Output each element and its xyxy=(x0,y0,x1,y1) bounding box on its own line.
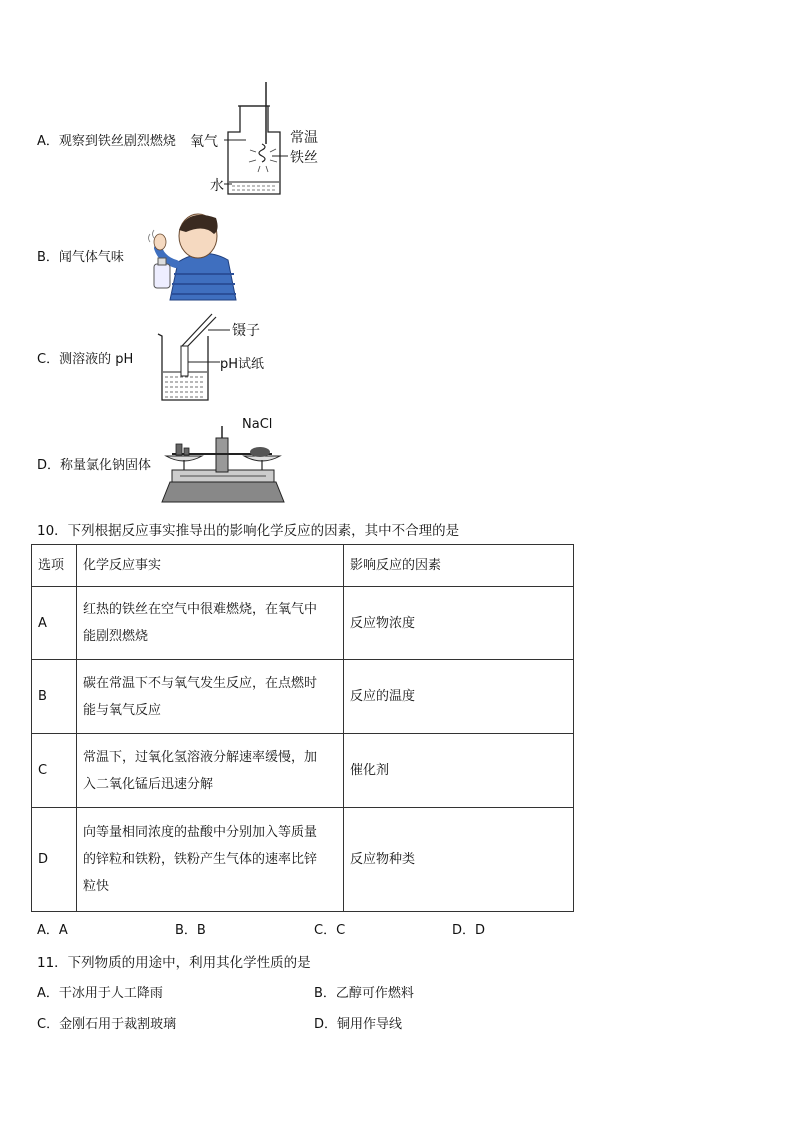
table-row xyxy=(32,808,574,912)
smelling-gas-figure xyxy=(146,204,238,302)
table-header: 化学反应事实 xyxy=(77,545,344,587)
table-row xyxy=(32,660,574,734)
row-fact: 常温下，过氧化氢溶液分解速率缓慢，加 入二氧化锰后迅速分解 xyxy=(77,734,344,808)
option-a-label: A．观察到铁丝剧烈燃烧 xyxy=(37,134,176,149)
q11-title: 11．下列物质的用途中，利用其化学性质的是 xyxy=(37,955,311,971)
q11-option-d: D．铜用作导线 xyxy=(314,1017,403,1032)
q10-answer-c: C．C xyxy=(314,923,346,938)
option-b-label: B．闻气体气味 xyxy=(37,250,124,265)
row-option: B xyxy=(32,660,77,734)
iron-wire-label: 铁丝 xyxy=(290,150,318,166)
row-option: C xyxy=(32,734,77,808)
row-factor: 催化剂 xyxy=(344,734,574,808)
row-fact: 碳在常温下不与氧气发生反应，在点燃时 能与氧气反应 xyxy=(77,660,344,734)
q11-option-b: B．乙醇可作燃料 xyxy=(314,986,414,1001)
q10-answer-a: A．A xyxy=(37,923,68,938)
option-d-label: D．称量氯化钠固体 xyxy=(37,458,152,473)
q10-title: 10．下列根据反应事实推导出的影响化学反应的因素，其中不合理的是 xyxy=(37,523,460,539)
q10-answer-d: D．D xyxy=(452,923,486,938)
row-fact: 红热的铁丝在空气中很难燃烧，在氧气中 能剧烈燃烧 xyxy=(77,587,344,660)
q11-option-a: A．干冰用于人工降雨 xyxy=(37,986,163,1001)
row-option: A xyxy=(32,587,77,660)
option-c-label: C．测溶液的 pH xyxy=(37,352,134,367)
oxygen-label: 氧气 xyxy=(190,134,218,150)
row-factor: 反应物种类 xyxy=(344,808,574,912)
table-row xyxy=(32,587,574,660)
row-fact: 向等量相同浓度的盐酸中分别加入等质量 的锌粒和铁粉，铁粉产生气体的速率比锌 粒快 xyxy=(77,808,344,912)
row-factor: 反应物浓度 xyxy=(344,587,574,660)
row-option: D xyxy=(32,808,77,912)
balance-figure xyxy=(160,412,286,506)
water-label: 水 xyxy=(210,178,224,194)
table-row xyxy=(32,734,574,808)
ph-paper-label: pH试纸 xyxy=(220,357,265,372)
table-header: 影响反应的因素 xyxy=(344,545,574,587)
row-factor: 反应的温度 xyxy=(344,660,574,734)
nacl-label: NaCl xyxy=(242,417,273,432)
reaction-factors-table xyxy=(31,544,574,912)
iron-combustion-jar-figure xyxy=(188,82,338,198)
table-header: 选项 xyxy=(32,545,77,587)
tweezers-label: 镊子 xyxy=(232,323,260,339)
q10-answer-b: B．B xyxy=(175,923,206,938)
table-header-row xyxy=(32,545,574,587)
q11-option-c: C．金刚石用于裁割玻璃 xyxy=(37,1017,177,1032)
room-temp-label: 常温 xyxy=(290,130,318,146)
ph-test-figure xyxy=(152,310,272,406)
